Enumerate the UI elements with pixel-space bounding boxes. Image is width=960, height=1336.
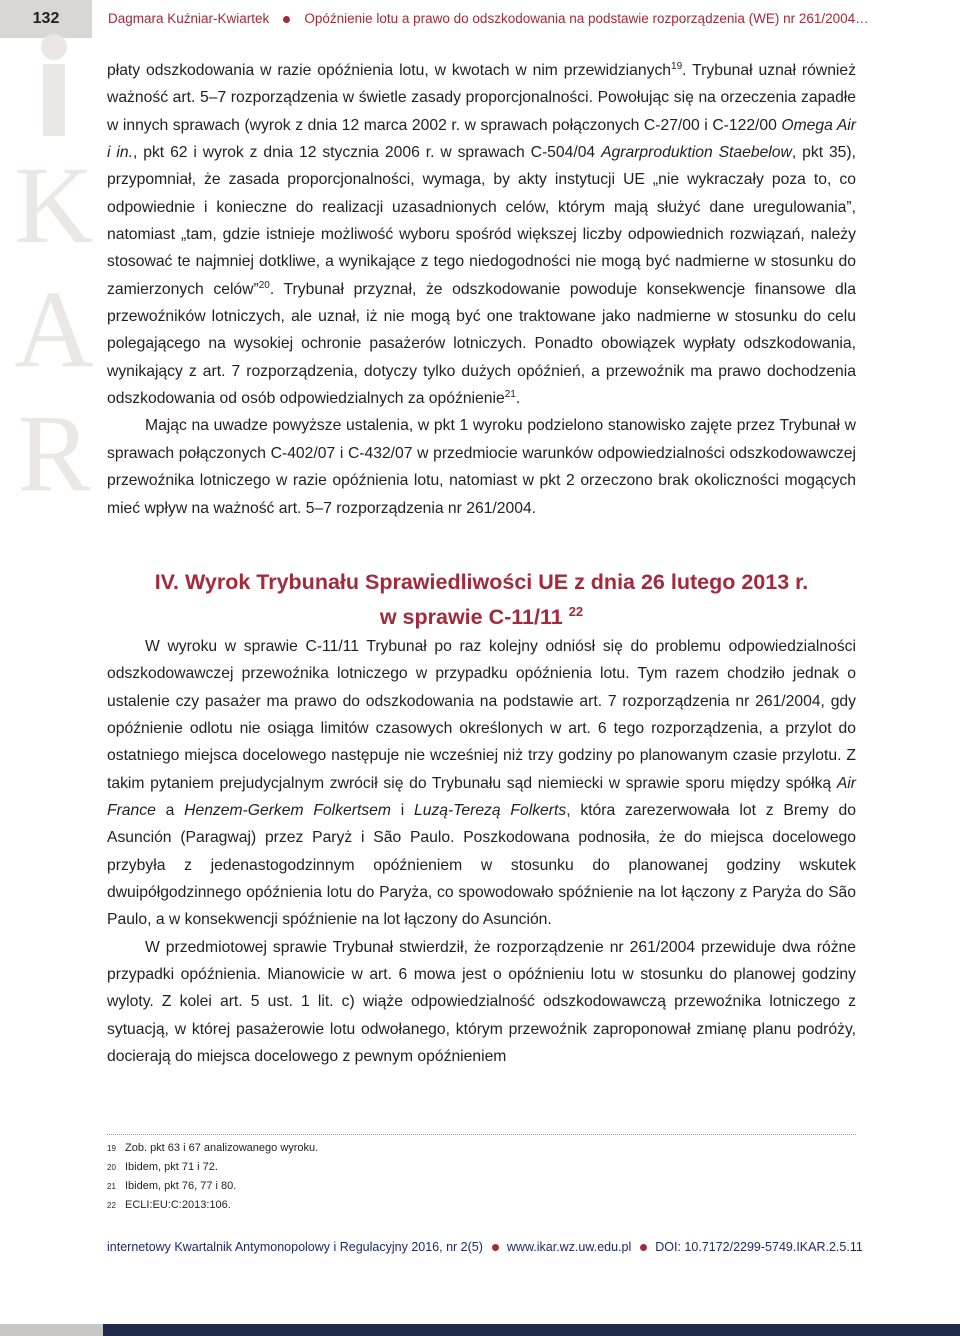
footer-url-link[interactable]: www.ikar.wz.uw.edu.pl — [506, 1240, 632, 1254]
footnote: 19 Zob. pkt 63 i 67 analizowanego wyroku. — [107, 1142, 319, 1154]
footer-bar-left — [0, 1324, 103, 1336]
paragraph: W wyroku w sprawie C-11/11 Trybunał po raz kolejny odniósł się do problemu odpowiedzialności odszkodowawczej przewoźnika lotniczego w przypadku opóźnienia lotu. Tym razem chodziło jednak o ustalenie czy pasażer ma prawo do odszkodowania na podstawie art. 7 rozporządzenia nr 261/2004, gdy opóźnienie odlotu nie osiąga limitów czasowych określonych w art. 6 tego rozporządzenia, a przylot do ostatniego miejsca docelowego następuje nie wcześniej niż trzy godziny po planowanym czasie przylotu. Z takim pytaniem prejudycjalnym zwrócił się do Trybunału sąd niemiecki w sprawie sporu między spółką Air France a Henzem-Gerkem Folkertsem i Luzą-Terezą Folkerts, która zarezerwowała lot z Bremy do Asunción (Paragwaj) przez Paryż i São Paulo. Poszkodowana podnosiła, że do miejsca docelowego przybyła z jedenastogodzinnym opóźnieniem w stosunku do planowanej godziny wskutek dwuipółgodzinnego opóźnienia lotu do Paryża, co spowodowało spóźnienie na lot łączony z Paryża do São Paulo, a w konsekwencji spóźnienie na lot łączony do Asunción. — [107, 638, 856, 929]
running-head — [108, 11, 869, 26]
section-heading-line2: w sprawie C-11/11 — [379, 605, 563, 630]
footnotes — [107, 1139, 856, 1215]
footnote: 22 ECLI:EU:C:2013:106. — [107, 1199, 231, 1211]
separator-dot-icon — [640, 1244, 647, 1251]
footnote: 20 Ibidem, pkt 71 i 72. — [107, 1161, 218, 1173]
logo-letter-k: K — [14, 144, 94, 266]
journal-side-logo — [14, 34, 94, 514]
footnote-ref-21[interactable]: 21 — [504, 388, 516, 400]
paragraph: W przedmiotowej sprawie Trybunał stwierdził, że rozporządzenie nr 261/2004 przewiduje dwa różne przypadki opóźnienia. Mianowicie w art. 6 mowa jest o opóźnieniu lotu w stosunku do planowej godziny wyloty. Z kolei art. 5 ust. 1 lit. c) wiąże odpowiedzialność odszkodowawczą przewoźnika lotniczego z sytuacją, w której pasażerowie lotu odwołanego, którym przewoźnik zaproponował zmianę planu podróży, docierają do miejsca docelowego z pewnym opóźnieniem — [107, 938, 856, 1066]
logo-i-dot-icon — [41, 34, 67, 60]
footnote-divider — [107, 1134, 856, 1135]
footnote-ref-20[interactable]: 20 — [258, 279, 270, 291]
running-head-author: Dagmara Kuźniar-Kwiartek — [108, 11, 270, 26]
footer-bar-right — [103, 1324, 960, 1336]
footer-journal: internetowy Kwartalnik Antymonopolowy i Regulacyjny 2016, nr 2(5) — [107, 1240, 483, 1254]
paragraph-continued: płaty odszkodowania w razie opóźnienia lotu, w kwotach w nim przewidzianych$^{19}$. Trybunał uznał również ważność art. 5–7 rozporządzenia w świetle zasady proporcjonalności. Powołując się na orzeczenia zapadłe w innych sprawach (wyrok z dnia 12 marca 2002 r. w sprawach połączonych C-27/00 i C-122/00 Omega Air i in., pkt 62 i wyrok z dnia 12 stycznia 2006 r. w sprawach C-504/04 Agrarproduktion Staebelow, pkt 35), przypomniał, że zasada proporcjonalności, wymaga, by akty instytucji UE „nie wykraczały poza to, co odpowiednie i konieczne do realizacji uzasadnionych celów, którym mają służyć dane uregulowania”, natomiast „tam, gdzie istnieje możliwość wyboru spośród większej liczby odpowiednich rozwiązań, należy stosować te najmniej dotkliwe, a wynikające z tego niedogodności nie mogą być nadmierne w stosunku do zamierzonych celów”$^{20}$. Trybunał przyznał, że odszkodowanie powoduje konsekwencje finansowe dla przewoźników lotniczych, ale uznał, iż nie mogą być one traktowane jako nadmierne w stosunku do celu polegającego na wysokiej ochronie pasażerów lotniczych. Ponadto obowiązek wypłaty odszkodowania, wynikający z art. 7 rozporządzenia, dotyczy tylko dużych opóźnień, a przewoźnik ma prawo dochodzenia odszkodowania od osób odpowiedzialnych za opóźnienie$^{21}$. — [107, 60, 856, 408]
section-heading — [107, 568, 856, 632]
page-footer — [107, 1240, 863, 1254]
footnote-ref-22[interactable]: 22 — [568, 604, 584, 619]
page-number: 132 — [0, 0, 92, 38]
logo-i-stem-icon — [43, 64, 65, 136]
running-head-title: Opóźnienie lotu a prawo do odszkodowania na podstawie rozporządzenia (WE) nr 261/2004… — [304, 11, 869, 26]
footnote-ref-19[interactable]: 19 — [671, 60, 683, 72]
paragraph: Mając na uwadze powyższe ustalenia, w pkt 1 wyroku podzielono stanowisko zajęte przez Trybunał w sprawach połączonych C-402/07 i C-432/07 w przedmiocie warunków odpowiedzialności odszkodowawczej przewoźnika lotniczego w razie opóźnienia lotu, natomiast w pkt 2 orzeczono brak okoliczności mogących mieć wpływ na ważność art. 5–7 rozporządzenia nr 261/2004. — [107, 417, 856, 517]
article-body-top — [107, 57, 856, 522]
separator-dot-icon — [492, 1244, 499, 1251]
section-heading-line1: IV. Wyrok Trybunału Sprawiedliwości UE z dnia 26 lutego 2013 r. — [154, 570, 809, 594]
separator-dot-icon — [283, 16, 290, 23]
logo-letter-r: R — [17, 392, 91, 514]
footnote: 21 Ibidem, pkt 76, 77 i 80. — [107, 1180, 237, 1192]
footer-doi: DOI: 10.7172/2299-5749.IKAR.2.5.11 — [655, 1240, 863, 1254]
article-body-section — [107, 633, 856, 1071]
logo-letter-a: A — [14, 268, 94, 390]
